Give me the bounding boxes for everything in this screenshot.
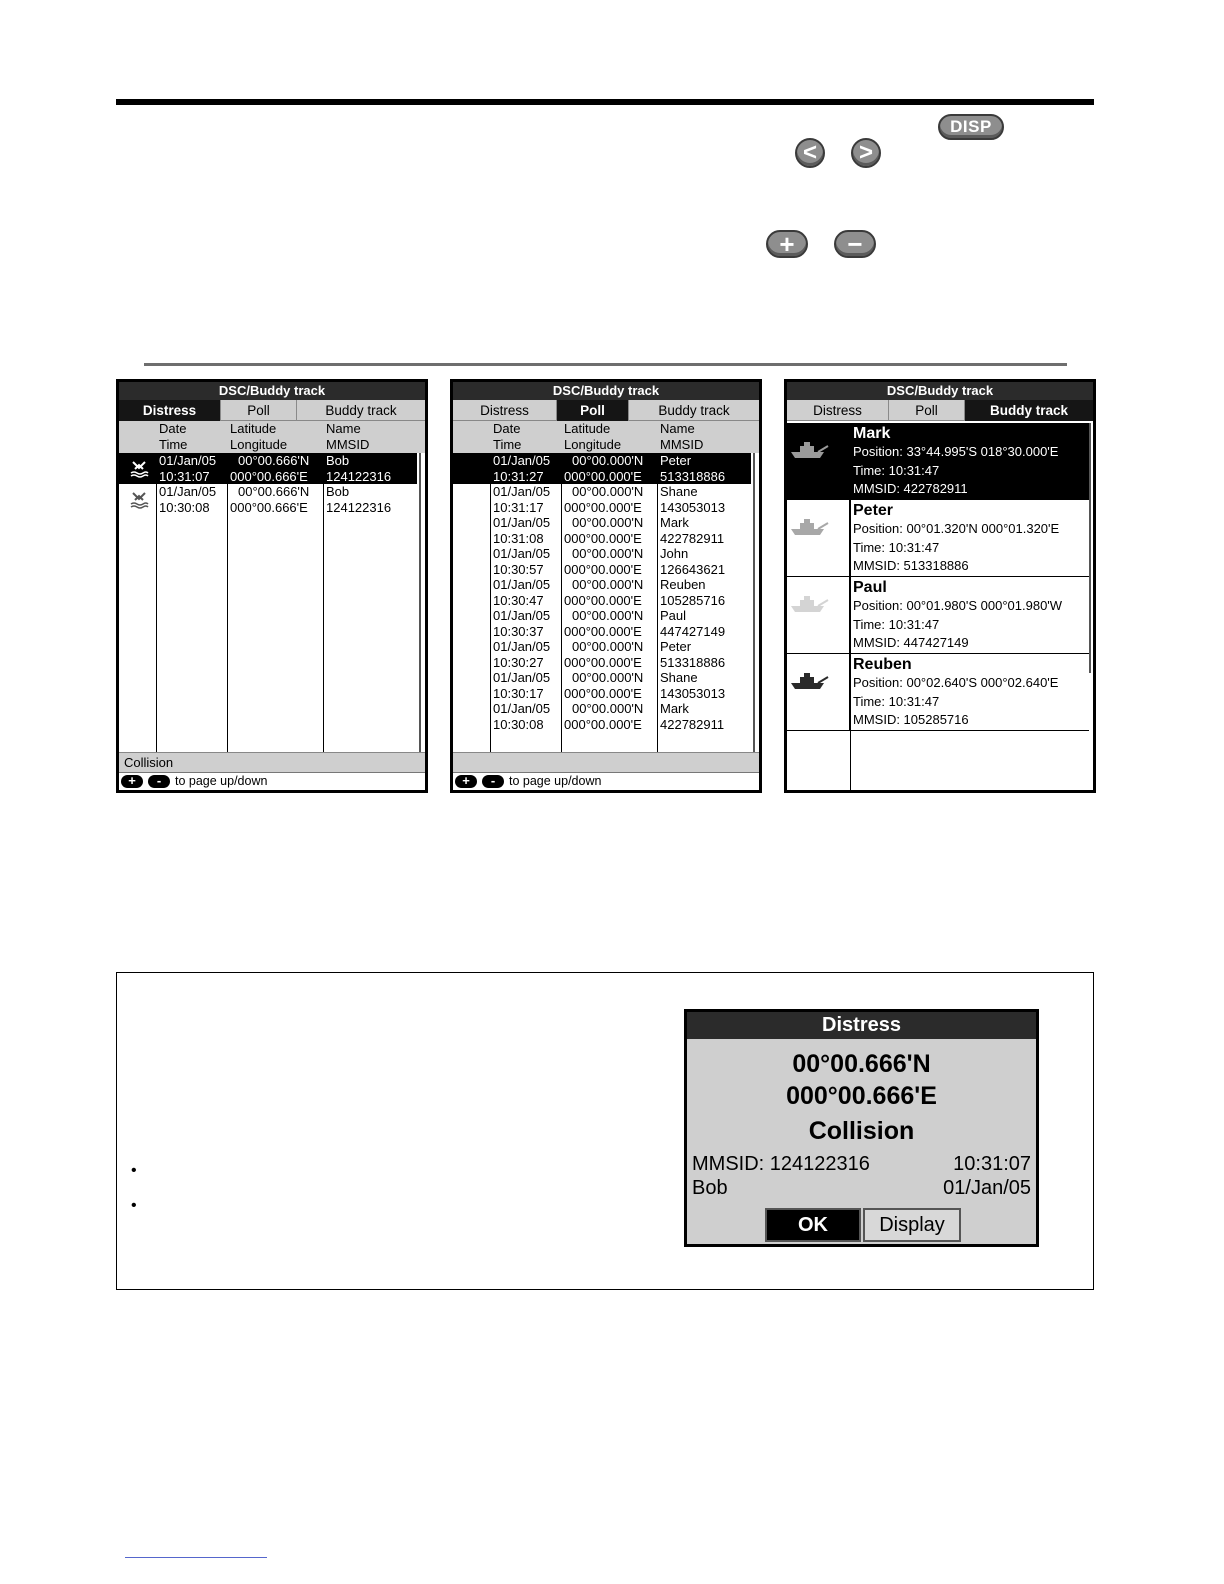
cell-name: Shane	[660, 484, 698, 499]
bullet-point: •	[131, 1162, 137, 1179]
cell-lon: 000°00.000'E	[564, 592, 642, 608]
table-row[interactable]	[453, 484, 751, 515]
tab-poll[interactable]: Poll	[889, 400, 965, 421]
minus-key-icon: -	[148, 775, 170, 788]
footer-text: to page up/down	[509, 774, 602, 788]
tab-bar	[453, 400, 759, 421]
buddy-time: Time: 10:31:47	[853, 463, 940, 478]
top-rule	[116, 99, 1094, 105]
cell-lat: 00°00.000'N	[572, 577, 644, 592]
screen-title: DSC/Buddy track	[787, 382, 1093, 400]
cell-date: 01/Jan/05	[159, 484, 217, 499]
header-latitude: Latitude	[230, 421, 277, 436]
table-row[interactable]	[453, 577, 751, 608]
tab-buddy-track[interactable]: Buddy track	[658, 403, 730, 418]
cell-lat: 00°00.000'N	[572, 515, 644, 530]
table-row[interactable]	[453, 546, 751, 577]
cell-time: 10:31:08	[493, 530, 544, 546]
buddy-mmsid: MMSID: 422782911	[853, 481, 968, 496]
cell-time: 10:30:08	[493, 716, 544, 732]
buddy-icon-cell	[787, 500, 850, 576]
cell-name: Peter	[660, 639, 692, 654]
header-name: Name	[326, 421, 361, 436]
buddy-position: Position: 00°02.640'S 000°02.640'E	[853, 675, 1059, 690]
minus-key-icon: -	[482, 775, 504, 788]
cell-name: Mark	[660, 701, 689, 716]
boat-icon	[790, 671, 830, 691]
cell-lat: 00°00.666'N	[238, 453, 310, 468]
tab-poll[interactable]: Poll	[221, 400, 297, 421]
cell-lat: 00°00.666'N	[238, 484, 310, 499]
display-button[interactable]: Display	[863, 1208, 961, 1242]
cell-lon: 000°00.666'E	[230, 468, 308, 484]
cell-date: 01/Jan/05	[493, 546, 551, 561]
cell-name: Reuben	[660, 577, 706, 592]
cell-date: 01/Jan/05	[493, 453, 551, 468]
tab-bar	[119, 400, 425, 421]
distress-time: 10:31:07	[953, 1153, 1031, 1175]
column-divider	[227, 453, 228, 756]
buddy-track-screen	[784, 379, 1096, 793]
cell-mmsid: 513318886	[660, 468, 726, 484]
cell-date: 01/Jan/05	[493, 577, 551, 592]
header-time: Time	[493, 436, 522, 452]
buddy-time: Time: 10:31:47	[853, 694, 940, 709]
table-row[interactable]	[453, 608, 751, 639]
cell-lon: 000°00.000'E	[564, 716, 642, 732]
cell-mmsid: 126643621	[660, 561, 726, 577]
tab-bar	[787, 400, 1093, 421]
column-divider	[561, 453, 562, 756]
cell-mmsid: 422782911	[660, 716, 725, 732]
column-divider	[323, 453, 324, 756]
distress-mmsid: MMSID: 124122316	[692, 1153, 870, 1175]
header-time: Time	[159, 436, 188, 452]
cell-date: 01/Jan/05	[493, 608, 551, 623]
buddy-name: Peter	[853, 502, 894, 519]
cell-date: 01/Jan/05	[493, 670, 551, 685]
header-mmsid: MMSID	[326, 436, 370, 452]
cell-name: Mark	[660, 515, 689, 530]
header-longitude: Longitude	[564, 436, 622, 452]
header-longitude: Longitude	[230, 436, 288, 452]
cell-time: 10:30:47	[493, 592, 544, 608]
cell-name: Paul	[660, 608, 687, 623]
buddy-time: Time: 10:31:47	[853, 540, 940, 555]
bullet-point: •	[131, 1197, 137, 1214]
cell-mmsid: 447427149	[660, 623, 726, 639]
table-row[interactable]	[453, 453, 751, 484]
cell-name: Peter	[660, 453, 692, 468]
cell-mmsid: 124122316	[326, 499, 392, 515]
distress-nature: Collision	[808, 1117, 915, 1145]
screen-title: DSC/Buddy track	[119, 382, 425, 400]
cell-mmsid: 513318886	[660, 654, 726, 670]
cell-lon: 000°00.000'E	[564, 530, 642, 546]
buddy-item[interactable]	[787, 500, 1089, 577]
left-arrow-key-icon: <	[795, 138, 825, 168]
column-divider	[156, 453, 157, 756]
cell-lon: 000°00.000'E	[564, 623, 642, 639]
buddy-position: Position: 33°44.995'S 018°30.000'E	[853, 444, 1059, 459]
minus-key-icon: −	[834, 230, 876, 258]
scrollbar[interactable]	[1089, 423, 1091, 673]
buddy-name: Reuben	[853, 656, 912, 673]
tab-buddy-track[interactable]: Buddy track	[325, 403, 397, 418]
buddy-item[interactable]	[787, 577, 1089, 654]
cell-lon: 000°00.000'E	[564, 468, 642, 484]
buddy-mmsid: MMSID: 105285716	[853, 712, 969, 727]
cell-mmsid: 105285716	[660, 592, 726, 608]
cell-time: 10:30:57	[493, 561, 544, 577]
boat-icon	[790, 440, 830, 460]
tab-distress[interactable]: Distress	[453, 400, 557, 421]
cell-lat: 00°00.000'N	[572, 484, 644, 499]
header-latitude: Latitude	[564, 421, 611, 436]
cell-lon: 000°00.666'E	[230, 499, 308, 515]
distress-alert-icon	[129, 459, 149, 479]
table-row[interactable]	[453, 639, 751, 670]
buddy-name: Mark	[853, 425, 891, 442]
footer-hint	[119, 772, 425, 790]
distress-dialog	[684, 1009, 1039, 1247]
plus-key-icon: +	[121, 775, 143, 788]
header-mmsid: MMSID	[660, 436, 704, 452]
cell-lat: 00°00.000'N	[572, 608, 644, 623]
buddy-name: Paul	[853, 579, 887, 596]
table-row[interactable]	[119, 484, 417, 515]
header-name: Name	[660, 421, 695, 436]
cell-mmsid: 143053013	[660, 685, 726, 701]
distress-longitude: 000°00.666'E	[786, 1082, 937, 1110]
buddy-mmsid: MMSID: 447427149	[853, 635, 969, 650]
distress-alert-icon	[129, 490, 149, 510]
tab-poll[interactable]: Poll	[557, 400, 629, 421]
distress-latitude: 00°00.666'N	[792, 1050, 931, 1078]
header-date: Date	[493, 421, 521, 436]
cell-time: 10:30:37	[493, 623, 544, 639]
status-bar	[453, 752, 759, 772]
cell-mmsid: 422782911	[660, 530, 725, 546]
cell-lat: 00°00.000'N	[572, 670, 644, 685]
cell-time: 10:30:08	[159, 499, 210, 515]
buddy-icon-cell	[787, 577, 850, 653]
scrollbar[interactable]	[419, 453, 421, 756]
buddy-position: Position: 00°01.980'S 000°01.980'W	[853, 598, 1063, 613]
buddy-mmsid: MMSID: 513318886	[853, 558, 969, 573]
cell-name: Bob	[326, 484, 350, 499]
distress-screen	[116, 379, 428, 793]
poll-screen	[450, 379, 762, 793]
distress-date: 01/Jan/05	[943, 1177, 1031, 1199]
buddy-position: Position: 00°01.320'N 000°01.320'E	[853, 521, 1060, 536]
cell-time: 10:31:07	[159, 468, 210, 484]
distress-name: Bob	[692, 1177, 728, 1199]
table-header	[119, 421, 425, 453]
table-row[interactable]	[453, 670, 751, 701]
buddy-item[interactable]	[787, 654, 1089, 731]
cell-name: Shane	[660, 670, 698, 685]
cell-lat: 00°00.000'N	[572, 453, 644, 468]
tab-buddy-track[interactable]: Buddy track	[965, 400, 1093, 421]
dialog-title: Distress	[687, 1012, 1036, 1039]
buddy-time: Time: 10:31:47	[853, 617, 940, 632]
tab-distress[interactable]: Distress	[119, 400, 221, 421]
buddy-item[interactable]	[787, 423, 1089, 500]
cell-name: John	[660, 546, 689, 561]
cell-time: 10:30:27	[493, 654, 544, 670]
plus-key-icon: +	[766, 230, 808, 258]
cell-date: 01/Jan/05	[159, 453, 217, 468]
cell-lat: 00°00.000'N	[572, 546, 644, 561]
cell-mmsid: 143053013	[660, 499, 726, 515]
cell-time: 10:31:17	[493, 499, 544, 515]
plus-key-icon: +	[455, 775, 477, 788]
table-row[interactable]	[453, 701, 751, 732]
cell-lon: 000°00.000'E	[564, 561, 642, 577]
table-row[interactable]	[453, 515, 751, 546]
cell-lat: 00°00.000'N	[572, 639, 644, 654]
table-header	[453, 421, 759, 453]
footer-hint	[453, 772, 759, 790]
buddy-icon-cell	[787, 654, 850, 730]
column-divider	[657, 453, 658, 756]
column-divider	[490, 453, 491, 756]
header-date: Date	[159, 421, 187, 436]
section-divider	[144, 363, 1067, 366]
status-bar: Collision	[119, 752, 425, 772]
disp-key-icon: DISP	[938, 114, 1004, 140]
buddy-icon-cell	[787, 423, 850, 499]
cell-time: 10:31:27	[493, 468, 544, 484]
cell-lat: 00°00.000'N	[572, 701, 644, 716]
cell-lon: 000°00.000'E	[564, 654, 642, 670]
cell-mmsid: 124122316	[326, 468, 392, 484]
footer-text: to page up/down	[175, 774, 268, 788]
table-row[interactable]	[119, 453, 417, 484]
scrollbar[interactable]	[753, 453, 755, 756]
cell-lon: 000°00.000'E	[564, 499, 642, 515]
boat-icon	[790, 517, 830, 537]
cell-date: 01/Jan/05	[493, 701, 551, 716]
cell-date: 01/Jan/05	[493, 484, 551, 499]
cell-name: Bob	[326, 453, 350, 468]
cell-lon: 000°00.000'E	[564, 685, 642, 701]
footer-link-underline	[125, 1557, 267, 1558]
cell-date: 01/Jan/05	[493, 515, 551, 530]
cell-time: 10:30:17	[493, 685, 544, 701]
tab-distress[interactable]: Distress	[787, 400, 889, 421]
buddy-list	[787, 423, 1089, 790]
boat-icon	[790, 594, 830, 614]
screen-title: DSC/Buddy track	[453, 382, 759, 400]
ok-button[interactable]: OK	[765, 1208, 861, 1242]
cell-date: 01/Jan/05	[493, 639, 551, 654]
right-arrow-key-icon: >	[851, 138, 881, 168]
